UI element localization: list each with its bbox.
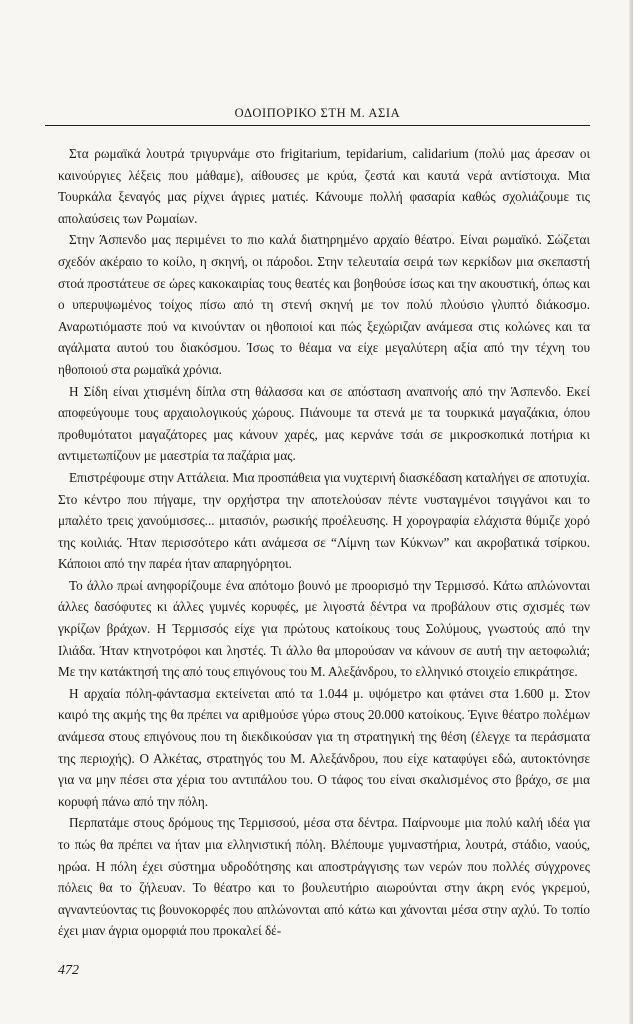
page-edge-shadow — [629, 0, 633, 1024]
paragraph: Στα ρωμαϊκά λουτρά τριγυρνάμε στο frigitarium, tepidarium, calidarium (πολύ μας άρεσαν οι καινούργιες λέξεις που μάθαμε), αίθουσες με κρύα, ζεστά και καυτά νερά αντίστοιχα. Μια Τουρκάλα ξεναγός μας ρίχνει άγριες ματιές. Κάνουμε πολλή φασαρία καθώς σχολιάζουμε τις απολαύσεις των Ρωμαίων. — [58, 146, 590, 226]
paragraph: Το άλλο πρωί ανηφορίζουμε ένα απότομο βουνό με προορισμό την Τερμισσό. Κάτω απλώνονται άλλες δασόφυτες κι άλλες γυμνές κορυφές, με λιγοστά δέντρα να προβάλουν στις σχισμές των γκρίζων βράχων. Η Τερμισσός είχε για πρώτους κατοίκους τους Σολύμους, γνωστούς από την Ιλιάδα. Ήταν κτηνοτρόφοι και ληστές. Τι άλλο θα μπορούσαν να κάνουν σε αυτή την αετοφωλιά; Με την κατάκτησή της από τους επιγόνους του Μ. Αλεξάνδρου, το ελληνικό στοιχείο επικράτησε. — [58, 577, 590, 680]
paragraph: Η αρχαία πόλη-φάντασμα εκτείνεται από τα 1.044 μ. υψόμετρο και φτάνει στα 1.600 μ. Στον καιρό της ακμής της θα πρέπει να αριθμούσε γύρω στους 20.000 κατοίκους. Έγινε θέατρο πολέμων ανάμεσα στους επιγόνους που τη διεκδικούσαν για τη στρατηγική της θέση (έλεγχε τα περάσματα της περιοχής). Ο Αλκέτας, στρατηγός του Μ. Αλεξάνδρου, που είχε καταφύγει εδώ, αυτοκτόνησε για να μην πέσει στα χέρια του αντιπάλου του. Ο τάφος του είναι σκαλισμένος στο βράχο, σε μια κορυφή πάνω από την πόλη. — [58, 685, 590, 809]
page-number: 472 — [58, 963, 79, 978]
running-head: ΟΔΟΙΠΟΡΙΚΟ ΣΤΗ Μ. ΑΣΙΑ — [234, 106, 401, 120]
paragraph: Η Σίδη είναι χτισμένη δίπλα στη θάλασσα και σε απόσταση αναπνοής από την Άσπενδο. Εκεί αποφεύγουμε τους αρχαιολογικούς χώρους. Πιάνουμε τα στενά με τα τουρκικά μαγαζάκια, όπου προθυμότατοι μαγαζάτορες μας κάνουν χαρές, μας κερνάνε τσάι σε μικροσκοπικά ποτήρια κι αντιμετωπίζουν με μαεστρία τα παζάρια μας. — [58, 383, 590, 464]
paragraph: Επιστρέφουμε στην Αττάλεια. Μια προσπάθεια για νυχτερινή διασκέδαση καταλήγει σε αποτυχία. Στο κέντρο που πήγαμε, την ορχήστρα την αποτελούσαν πέντε νυσταγμένοι τσιγγάνοι και το μπαλέτο τρεις χανούμισσες... μιτασιόν, ρωσικής προέλευσης. Η χορογραφία ελάχιστα θύμιζε χορό της κοιλιάς. Ήταν περισσότερο κάτι ανάμεσα σε “Λίμνη των Κύκνων” και ακροβατικά τσίρκου. Κάποιοι από την παρέα ήταν απαρηγόρητοι. — [58, 469, 590, 572]
body-text — [58, 143, 590, 942]
header-rule — [45, 125, 590, 126]
paragraph: Στην Άσπενδο μας περιμένει το πιο καλά διατηρημένο αρχαίο θέατρο. Είναι ρωμαϊκό. Σώζεται σχεδόν ακέραιο το κοίλο, η σκηνή, οι πάροδοι. Στην τελευταία σειρά των κερκίδων μια σκεπαστή στοά προστάτευε σε ώρες κακοκαιρίας τους θεατές και βοηθούσε ίσως και την ακουστική, όπως και ο υπερυψωμένος τοίχος πίσω από τη στενή σκηνή με τον πολύ πλούσιο γλυπτό διάκοσμο. Αναρωτιόμαστε πού να κινούνταν οι ηθοποιοί και πώς ξεχώριζαν ανάμεσα στις κολώνες και τα αγάλματα αυτού του διακόσμου. Ίσως το θέαμα να είχε μεγαλύτερη αξία από την τέχνη του ηθοποιού στα ρωμαϊκά χρόνια. — [58, 232, 590, 377]
paragraph: Περπατάμε στους δρόμους της Τερμισσού, μέσα στα δέντρα. Παίρνουμε μια πολύ καλή ιδέα για το πώς θα πρέπει να ήταν μια ελληνιστική πόλη. Βλέπουμε γυμναστήρια, λουτρά, στάδιο, ναούς, ηρώα. Η πόλη έχει σύστημα υδροδότησης και αποστράγγισης των νερών που πολλές σύγχρονες πόλεις θα το ζήλευαν. Το θέατρο και το βουλευτήριο αιωρούνται στην άκρη ενός γκρεμού, αγναντεύοντας τις βουνοκορφές που απλώνονται από κάτω και χάνονται μέσα στην αχλύ. Το τοπίο έχει μιαν άγρια ομορφιά που προκαλεί δέ- — [58, 815, 590, 939]
